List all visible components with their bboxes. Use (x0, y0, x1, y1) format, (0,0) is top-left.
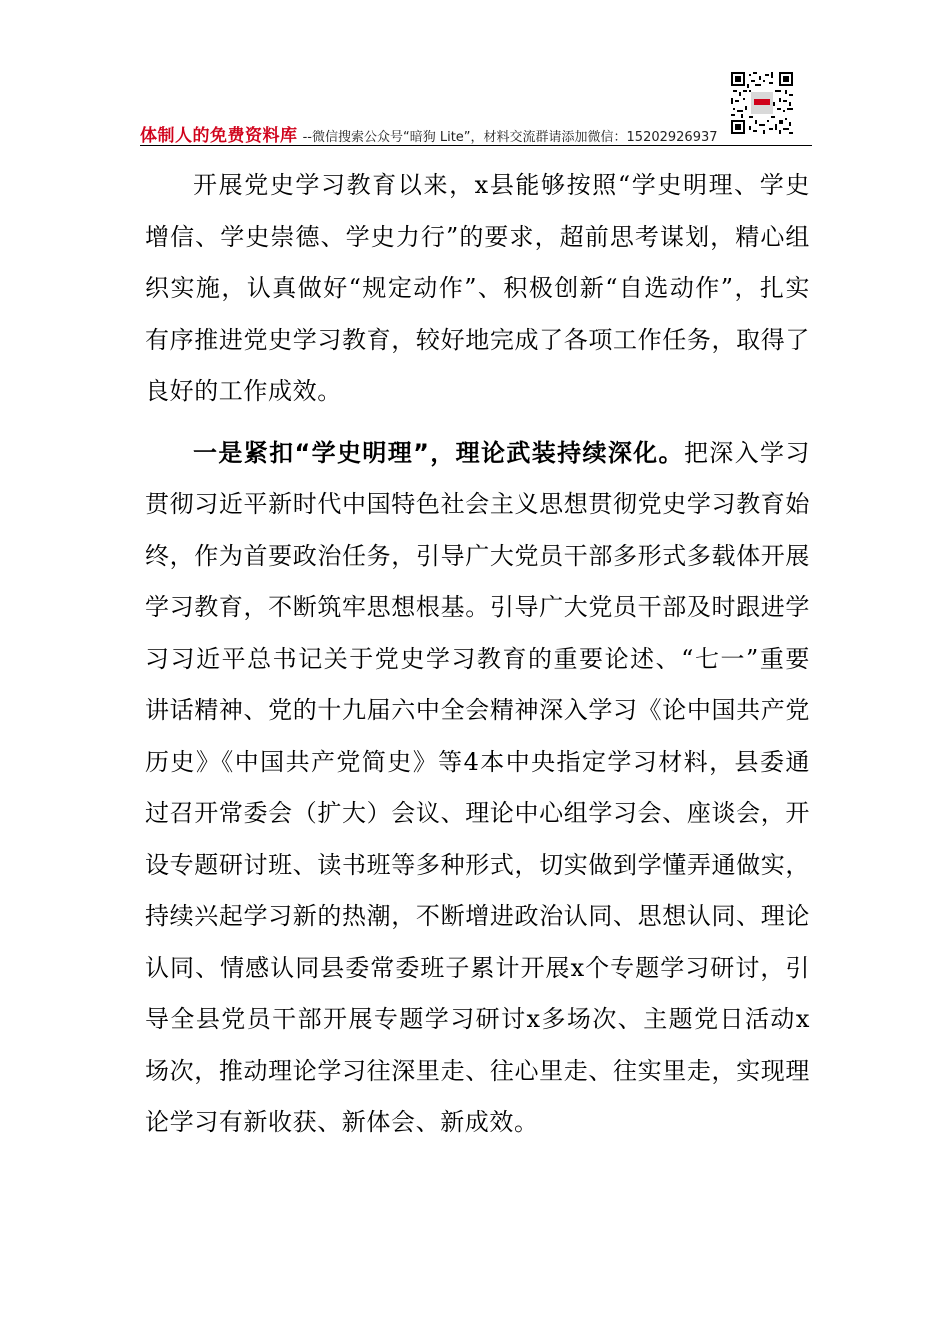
document-header (140, 121, 810, 146)
header-divider (140, 145, 812, 146)
section-paragraph-text: 把深入学习贯彻习近平新时代中国特色社会主义思想贯彻党史学习教育始终，作为首要政治任务，引导广大党员干部多形式多载体开展学习教育，不断筑牢思想根基。引导广大党员干部及时跟进学习习近平总书记关于党史学习教育的重要论述、“七一”重要讲话精神、党的十九届六中全会精神深入学习《论中国共产党历史》《中国共产党简史》等4本中央指定学习材料，县委通过召开常委会（扩大）会议、理论中心组学习会、座谈会，开设专题研讨班、读书班等多种形式，切实做到学懂弄通做实，持续兴起学习新的热潮，不断增进政治认同、思想认同、理论认同、情感认同县委常委班子累计开展x个专题学习研讨，引导全县党员干部开展专题学习研讨x多场次、主题党日活动x场次，推动理论学习往深里走、往心里走、往实里走，实现理论学习有新收获、新体会、新成效。 (145, 438, 811, 1136)
section-paragraph (145, 428, 810, 1149)
header-subtitle: --微信搜索公众号“暗狗 Lite”，材料交流群请添加微信：15202926937 (302, 130, 718, 145)
intro-paragraph (145, 160, 810, 418)
document-body (145, 160, 810, 1149)
intro-paragraph-text: 开展党史学习教育以来，x县能够按照“学史明理、学史增信、学史崇德、学史力行”的要求，超前思考谋划，精心组织实施，认真做好“规定动作”、积极创新“自选动作”，扎实有序推进党史学习教育，较好地完成了各项工作任务，取得了良好的工作成效。 (145, 171, 810, 405)
qr-code-icon[interactable] (731, 72, 793, 134)
section-lead-heading: 一是紧扣“学史明理”，理论武装持续深化。 (193, 438, 684, 467)
header-brand: 体制人的免费资料库 (140, 126, 298, 146)
